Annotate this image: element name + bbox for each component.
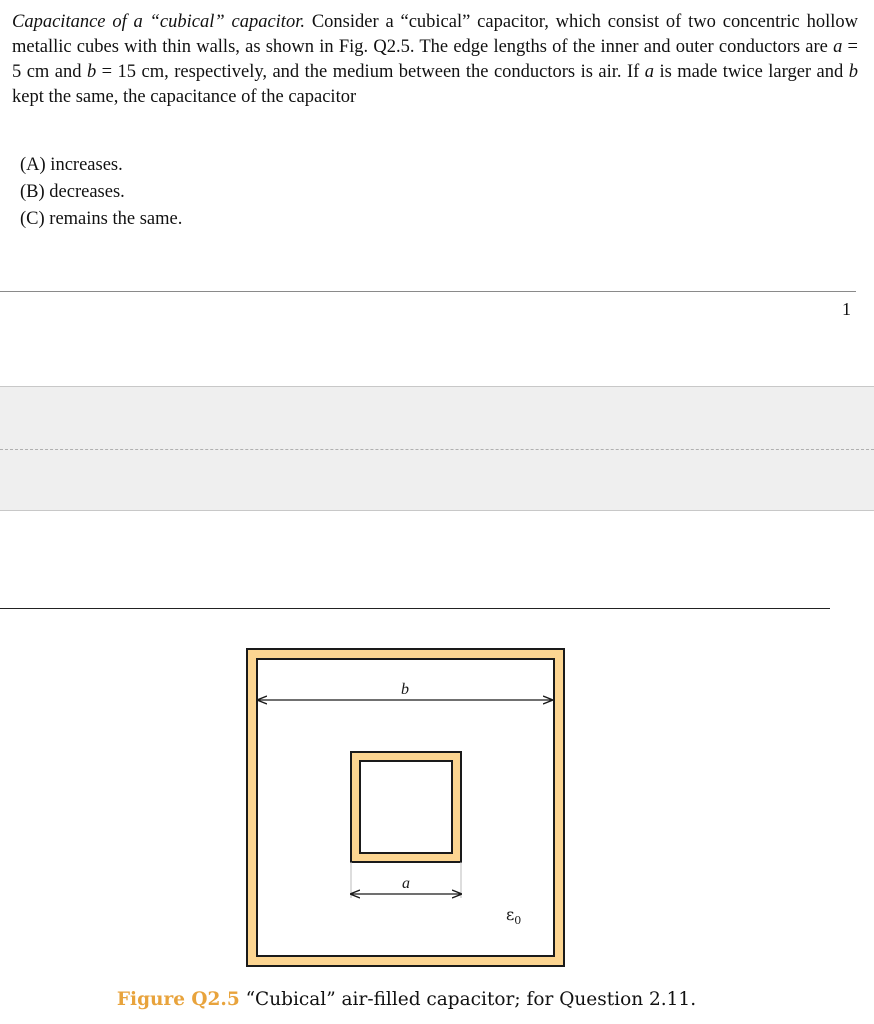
divider-figure [0, 608, 830, 609]
question-text-2: and [49, 62, 87, 82]
inner-conductor-inner-edge [360, 761, 452, 853]
figure-caption [0, 989, 813, 1010]
label-b: b [401, 681, 409, 698]
question-text-4: is made twice larger and [653, 62, 849, 82]
option-b[interactable]: (B) decreases. [20, 182, 125, 202]
symbol-b-2: b [848, 62, 858, 82]
page-gap [0, 386, 874, 511]
label-epsilon: $\varepsilon_0$ [506, 905, 522, 927]
symbol-b: b [86, 62, 97, 82]
label-a: a [402, 875, 410, 892]
divider-top [0, 291, 856, 292]
caption-label: Figure Q2.5 [116, 989, 240, 1010]
question-text [12, 10, 858, 110]
caption-text: “Cubical” air-filled capacitor; for Question 2.11. [239, 989, 697, 1010]
page-number: 1 [842, 299, 851, 319]
capacitor-figure [244, 646, 568, 970]
question-text-3: , respectively, and the medium between the conductors is air. If [164, 62, 645, 82]
a-value: = 5 cm [12, 37, 858, 82]
question-text-5: kept the same, the capacitance of the capacitor [12, 87, 357, 107]
symbol-a-2: a [644, 62, 654, 82]
option-a[interactable]: (A) increases. [20, 155, 123, 175]
question-text-1: Consider a “cubical” capacitor, which consist of two concentric hollow metallic cubes with thin walls, as shown in Fig. Q2.5. The edge lengths of the inner and outer conductors are [12, 12, 858, 57]
page-break-dashed-line [0, 449, 874, 450]
b-value: = 15 cm [96, 62, 165, 82]
symbol-a: a [833, 37, 843, 57]
answer-options [20, 152, 182, 233]
option-c[interactable]: (C) remains the same. [20, 209, 183, 229]
question-title: Capacitance of a “cubical” capacitor. [12, 12, 305, 32]
